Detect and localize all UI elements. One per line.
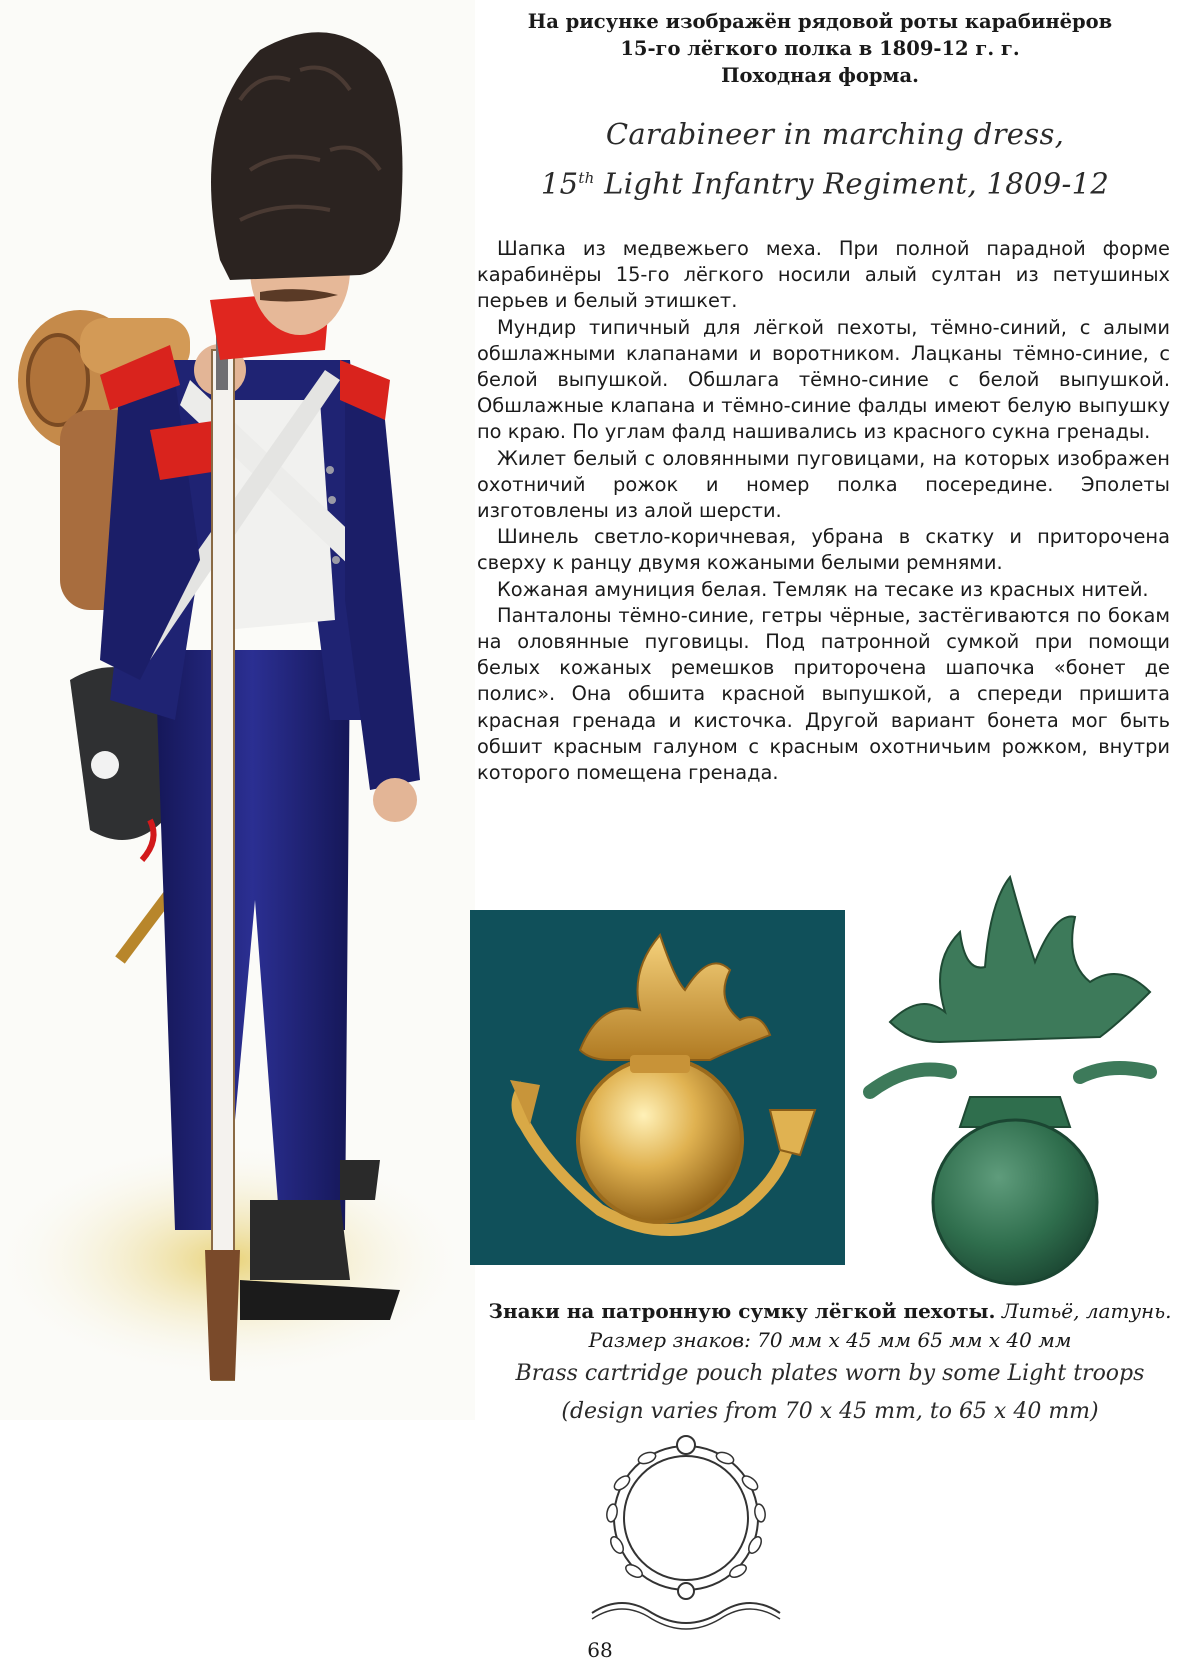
title-en-line-2 xyxy=(500,156,1150,206)
uniform-description xyxy=(477,236,1170,786)
paragraph-trousers: Панталоны тёмно-синие, гетры чёрные, застёгиваются по бокам на оловянные пуговицы. Под патронной сумкой при помощи белых кожаных ремешков приторочена шапочка «бонет де полис». Она обшита красной выпушкой, а спереди пришита красная гренада и кисточка. Другой вариант бонета мог быть обшит красным галуном с красным охотничьим рожком, внутри которого помещена гренада. xyxy=(477,603,1170,785)
title-ru-line-2: 15-го лёгкого полка в 1809-12 г. г. xyxy=(620,37,1020,60)
green-grenade-plate-photo xyxy=(850,872,1170,1302)
title-en-number: 15 xyxy=(540,166,579,201)
caption-en-line-1: Brass cartridge pouch plates worn by some Light troops xyxy=(515,1361,1145,1386)
brass-pouch-plate-photo xyxy=(470,910,845,1265)
caption-bold: Знаки на патронную сумку лёгкой пехоты. xyxy=(488,1299,996,1323)
title-en-line-1: Carabineer in marching dress, xyxy=(605,117,1065,151)
carabineer-illustration xyxy=(0,0,475,1420)
title-en-ordinal: th xyxy=(578,169,595,187)
plates-caption-english xyxy=(500,1355,1160,1431)
title-ru-line-3: Походная форма. xyxy=(721,64,919,87)
paragraph-bearskin: Шапка из медвежьего меха. При полной парадной форме карабинёры 15-го лёгкого носили алый султан из петушиных перьев и белый этишкет. xyxy=(477,237,1170,313)
caption-en-line-2: (design varies from 70 x 45 mm, to 65 x 40 mm) xyxy=(561,1399,1099,1424)
caption-italic: Литьё, латунь. Размер знаков: 70 мм х 45 мм 65 мм х 40 мм xyxy=(588,1299,1172,1352)
paragraph-waistcoat: Жилет белый с оловянными пуговицами, на которых изображен охотничий рожок и номер полка посередине. Эполеты изготовлены из алой шерсти. xyxy=(477,446,1170,523)
page-number: 68 xyxy=(587,1638,613,1662)
title-ru-line-1: На рисунке изображён рядовой роты карабинёров xyxy=(527,10,1113,33)
title-russian xyxy=(475,8,1165,89)
title-english xyxy=(500,112,1150,206)
paragraph-coat: Мундир типичный для лёгкой пехоты, тёмно-синий, с алыми обшлажными клапанами и воротником. Лацканы тёмно-синие, с белой выпушкой. Обшлага тёмно-синие с белой выпушкой. Обшлажные клапана и тёмно-синие фалды имеют белую выпушку по краю. По углам фалд нашивались из красного сукна гренады. xyxy=(477,315,1170,444)
plates-caption xyxy=(480,1297,1180,1355)
paragraph-greatcoat: Шинель светло-коричневая, убрана в скатку и приторочена сверху к ранцу двумя кожаными белыми ремнями. xyxy=(477,525,1170,575)
title-en-rest: Light Infantry Regiment, 1809-12 xyxy=(594,166,1110,201)
laurel-wreath-illustration xyxy=(572,1423,800,1631)
paragraph-equipment: Кожаная амуниция белая. Темляк на тесаке из красных нитей. xyxy=(497,577,1149,601)
